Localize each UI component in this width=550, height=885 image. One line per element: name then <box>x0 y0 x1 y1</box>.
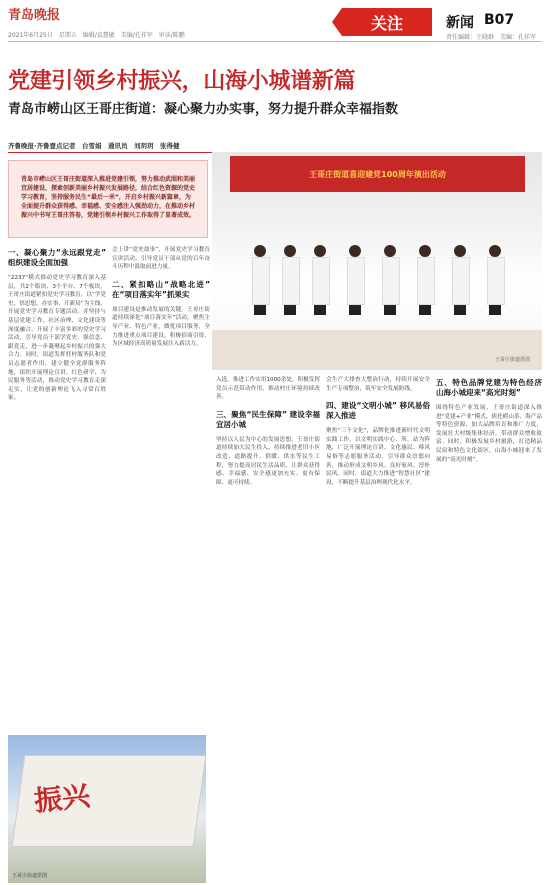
performer <box>382 245 398 315</box>
paragraph: 会上讲“党史故事”，开展党史学习教育宣讲活动，引导党员干部从党的百年奋斗历程中汲取前进力量。 <box>112 247 210 271</box>
section-heading: 三、聚焦“民生保障” 建设幸福宜居小城 <box>216 409 320 429</box>
performer <box>417 245 433 315</box>
performance-photo <box>212 152 542 370</box>
paragraph: 入选，推进工作实用1000余处，积极发挥党员示范带动作用，推动村庄环境持续改善。 <box>216 377 320 401</box>
date-line: 2021年6月25日 星期五 编辑/袁慧敏 美编/孔祥军 审读/陈鹏 <box>8 32 185 39</box>
paragraph: 会生产大排查大整治行动，持续开展安全生产专项整治，筑牢安全发展防线。 <box>326 377 430 392</box>
paragraph: 聚焦“三个文化”，品牌化推进新时代文明实践工作。以文明实践中心、所、站为阵地，广泛开展理论宣讲、文化惠民、移风易俗等志愿服务活动，引导群众崇德向善，推动形成文明乡风、良好家风、淳朴民风。同时，街道大力推进“智慧社区”建设，不断提升基层治理现代化水平。 <box>326 428 430 486</box>
summary-text: 青岛市崂山区王哥庄街道深入推进党建引领，努力推动武围和美丽宜居建设、探索创新美丽乡村振兴发展路径，结合红色资源的党史学习教育，坚持服务民生“最后一米”，开启乡村振兴新篇章，为全面提升群众获得感、幸福感、安全感注入强劲动力，在推动乡村振兴中书写王哥庄答卷，党建引领乡村振兴工作取得了显著成效。 <box>21 176 196 219</box>
paragraph: 项目建设是推动发展的关键。王哥庄街道持续深化“项目落实年”活动，聚焦主导产业、特色产业，做优项目服务，全力推进重点项目建设，积极招商引资，为区域经济高质量发展注入新活力。 <box>112 306 210 348</box>
header-divider <box>8 41 542 42</box>
article-column-2 <box>112 246 210 730</box>
performer <box>252 245 268 315</box>
article-column-1 <box>8 246 106 730</box>
section-tag: 关注 <box>342 8 432 36</box>
sub-headline: 青岛市崂山区王哥庄街道：凝心聚力办实事，努力提升群众幸福指数 <box>8 102 399 117</box>
section-heading: 四、建设“文明小城” 移风易俗深入推进 <box>326 401 430 421</box>
article-column-5 <box>436 376 542 882</box>
photo-caption: 王哥庄街道供图 <box>12 873 48 879</box>
performer <box>282 245 298 315</box>
photo-credit: 王哥庄街道供图 <box>494 357 530 363</box>
paragraph: 围绕特色产业发展，王哥庄街道深入推进“党建+产业”模式，依托崂山茶、海产品等特色资源，加大品牌培育和推广力度，发展壮大村级集体经济，带动群众增收致富。同时，积极发展乡村旅游，打造精品民宿和特色文化街区，山海小城迎来了发展的“高光时刻”。 <box>436 405 542 463</box>
summary-box <box>8 160 208 238</box>
section-heading: 五、特色品牌党建为特色经济 山海小城迎来“高光时刻” <box>436 378 542 397</box>
paragraph: “2237”模式推动党史学习教育深入基层，共2个版块、3个平台、7个板块，王哥庄街道紧扣党史学习教育，以“学党史、悟思想、办实事、开新局”为主线，开展党史学习教育专题活动，并坚持与基层党建工作、社区治理、文化建设等深度融合，开展了丰富多彩的党史学习活动，引导党员干部学党史、强信念、跟党走，进一步凝聚起乡村振兴的强大合力。同时，街道发挥驻村服务队和党员志愿者作用，建立健全党群服务阵地，组织开展理论宣讲、红色研学、为民服务等活动，推动党史学习教育走深走实，让党的创新理论飞入寻常百姓家。 <box>8 275 106 402</box>
editor-credits: 责任编辑：王晓群 美编：孔祥军 <box>446 34 537 41</box>
paragraph: 坚持以人民为中心的发展思想，王哥庄街道持续加大民生投入，持续推进老旧小区改造、道路提升、供暖、供水等民生工程，努力提高居民生活品质，让群众获得感、幸福感、安全感更加充实、更有保障、更可持续。 <box>216 436 320 486</box>
stone-inscription: 振兴 <box>32 779 92 818</box>
stage-banner: 王哥庄街道喜迎建党100周年演出活动 <box>230 156 525 192</box>
performer <box>312 245 328 315</box>
performer <box>347 245 363 315</box>
section-name: 新闻 <box>446 15 474 31</box>
performer <box>452 245 468 315</box>
article-column-4 <box>326 376 430 882</box>
performer <box>487 245 503 315</box>
stage-floor <box>212 330 542 370</box>
section-heading: 二、紧扣略山“战略北进” 在“项目落实年”抓果实 <box>112 279 210 299</box>
main-headline: 党建引领乡村振兴，山海小城谱新篇 <box>8 68 356 94</box>
section-heading: 一、凝心聚力“永远跟党走” 组织建设全面加强 <box>8 248 106 267</box>
page-number: B07 <box>484 12 515 28</box>
article-column-3 <box>216 376 320 882</box>
newspaper-logo: 青岛晚报 <box>8 8 61 23</box>
byline: 齐鲁晚报·齐鲁壹点记者 台雪娟 通讯员 刘玥玥 张得健 <box>8 142 180 150</box>
stone-carving-photo <box>8 735 206 883</box>
